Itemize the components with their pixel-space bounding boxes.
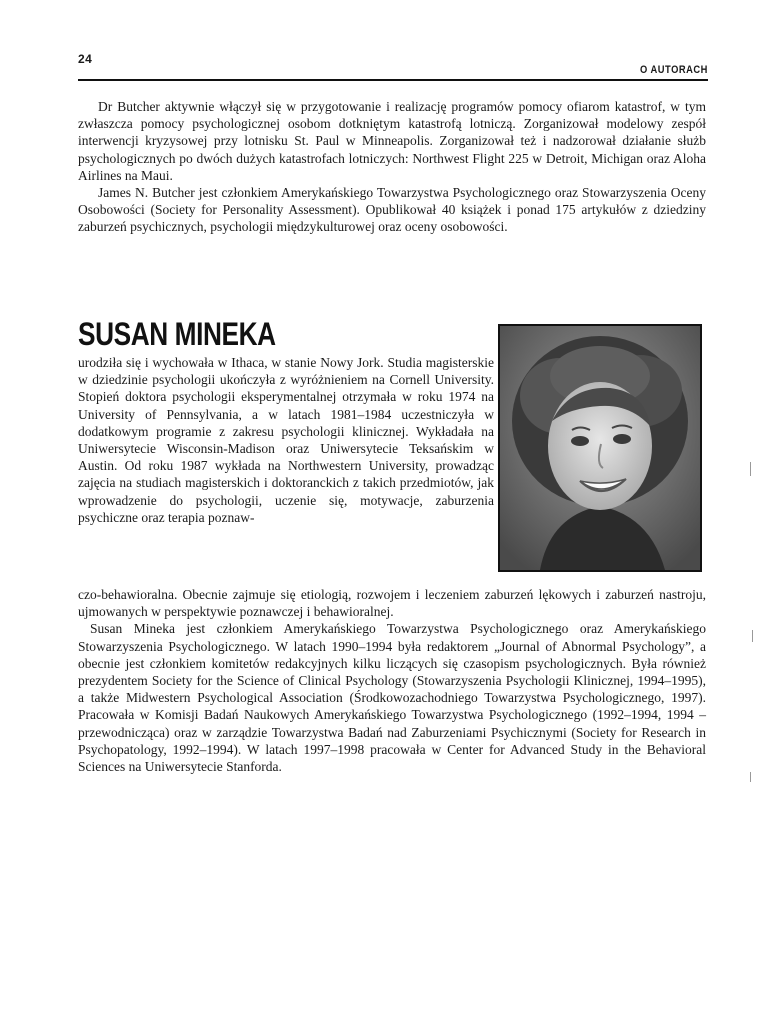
butcher-paragraph-2: James N. Butcher jest członkiem Amerykańskiego Towarzystwa Psychologicznego oraz Stowarzyszenia Oceny Osobowości (Society for Personality Assessment). Opublikował 40 książek i ponad 175 artykułów z dziedziny zaburzeń psychicznych, psychologii międzykulturowej oraz oceny osobowości. <box>78 185 706 235</box>
mineka-paragraph-1-part-2: czo-behawioralna. Obecnie zajmuje się etiologią, rozwojem i leczeniem zaburzeń lękowych i zaburzeń nastroju, ujmowanych w perspektywie poznawczej i behawioralnej. <box>78 587 706 620</box>
butcher-paragraph-1: Dr Butcher aktywnie włączył się w przygotowanie i realizację programów pomocy ofiarom katastrof, w tym zwłaszcza pomocy psychologicznej osobom dotkniętym katastrofą lotniczą. Zorganizował modelowy zespół interwencji kryzysowej przy lotnisku St. Paul w Minneapolis. Zorganizował też i nadzorował działanie służb psychologicznych po dwóch dużych katastrofach lotniczych: Northwest Flight 225 w Detroit, Michigan oraz Aloha Airlines na Maui. <box>78 99 706 183</box>
butcher-bio <box>78 98 706 236</box>
mineka-paragraph-2: Susan Mineka jest członkiem Amerykańskiego Towarzystwa Psychologicznego oraz Amerykańskiego Stowarzyszenia Psychologicznego. W latach 1990–1994 była redaktorem „Journal of Abnormal Psychology”, a obecnie jest członkiem komitetów redakcyjnych kilku liczących się czasopism psychologicznych. Była również prezydentem Society for the Science of Clinical Psychology (Stowarzyszenia Psychologii Klinicznej, 1994–1995), a także Midwestern Psychological Association (Środkowozachodniego Towarzystwa Psychologicznego, 1997). Pracowała w Komisji Badań Naukowych Amerykańskiego Towarzystwa Psychologicznego (1992–1994, 1994 – przewodnicząca) oraz w zarządzie Towarzystwa Badań nad Zaburzeniami Psychicznymi (Society for Research in Psychopatology, 1992–1994). W latach 1997–1998 pracowała w Center for Advanced Study in the Behavioral Sciences na Uniwersytecie Stanforda. <box>78 621 706 775</box>
page-number: 24 <box>78 52 93 66</box>
mineka-paragraph-1-part-1: urodziła się i wychowała w Ithaca, w stanie Nowy Jork. Studia magisterskie w dziedzinie psychologii ukończyła z wyróżnieniem na Cornell University. Stopień doktora psychologii eksperymentalnej otrzymała w roku 1974 na University of Pennsylvania, a w latach 1981–1984 uczestniczyła w dodatkowym programie z zakresu psychologii klinicznej. Wykładała na Uniwersytecie Wisconsin-Madison oraz Uniwersytecie Teksańskim w Austin. Od roku 1987 wykłada na Northwestern University, prowadząc zajęcia na studiach magisterskich i doktoranckich z takich przedmiotów, jak wprowadzenie do psychologii, uczenie się, motywacje, zaburzenia psychiczne oraz terapia poznaw- <box>78 355 494 525</box>
mineka-full-width-text <box>78 586 706 775</box>
scan-margin-mark <box>752 630 753 642</box>
header-rule <box>78 79 708 81</box>
scan-margin-mark <box>750 462 751 476</box>
page-header <box>78 52 708 82</box>
running-head: O AUTORACH <box>640 64 708 76</box>
scan-margin-mark <box>750 772 751 782</box>
section-heading-mineka: SUSAN MINEKA <box>78 316 276 352</box>
portrait-illustration <box>500 326 700 570</box>
portrait-photo <box>498 324 702 572</box>
mineka-paragraph-1-wrapped <box>78 354 494 526</box>
